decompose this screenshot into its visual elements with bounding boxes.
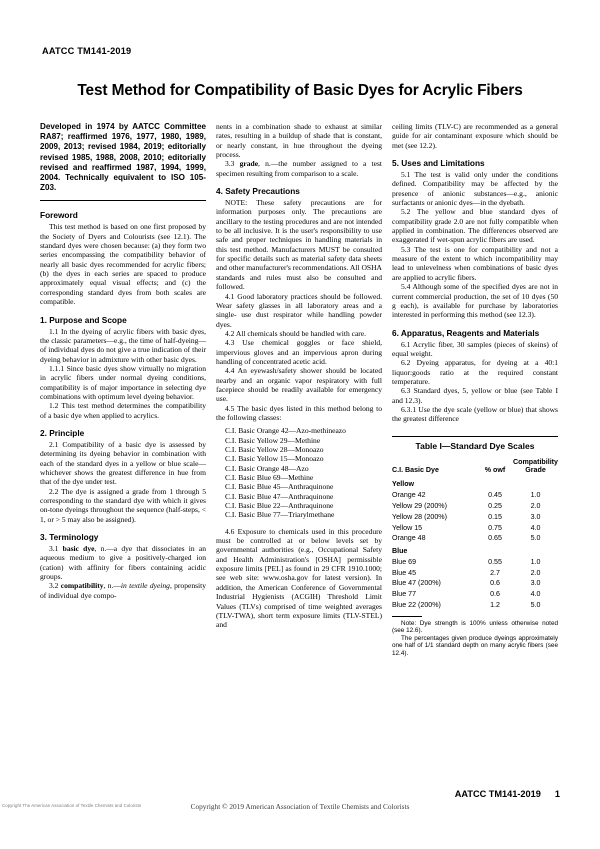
section-3-2-sep: , n.— xyxy=(103,581,121,591)
standard-dye-scales-table xyxy=(392,458,558,611)
cell-grade: 1.0 xyxy=(530,491,541,500)
term-compatibility-qualifier: in textile dyeing xyxy=(120,581,170,591)
section-4-1: 4.1 Good laboratory practices should be followed. Wear safety glasses in all laboratory areas and a single- use dust respirator while handling powder dyes. xyxy=(216,291,382,329)
group-label-blue: Blue xyxy=(392,547,408,556)
table-top-divider xyxy=(392,436,558,437)
section-1-1-1: 1.1.1 Since basic dyes show virtually no migration in acrylic fibers under normal dyeing conditions, compatibility is of major importance in selecting dye combinations with optimum level dyeing behavior. xyxy=(40,363,206,401)
cell-owf: 0.25 xyxy=(488,502,502,510)
section-5-3: 5.3 The test is one for compatibility and not a measure of the extent to which incompatibility may lead to unlevelness when combinations of basic dyes are applied to acrylic fibers. xyxy=(392,244,558,282)
table-row xyxy=(392,557,558,568)
cell-grade: 2.0 xyxy=(530,568,541,577)
development-history: Developed in 1974 by AATCC Committee RA87; reaffirmed 1976, 1977, 1980, 1989, 2009, 2013; revised 1984, 2019; editorially revised 1985, 1988, 2008, 2010; editorially revised and reaffirmed 1987, 1994, 1999, 2004. Technically equivalent to ISO 105-Z03. xyxy=(40,122,206,193)
column-header-dye: C.I. Basic Dye xyxy=(392,466,439,475)
dye-class-list xyxy=(216,426,382,519)
page-number: 1 xyxy=(554,789,560,799)
table-body xyxy=(392,477,558,610)
table-row xyxy=(392,533,558,544)
list-item: C.I. Basic Yellow 15—Monoazo xyxy=(225,454,324,464)
side-copyright-watermark: Copyright The American Association of Textile Chemists and Colorists xyxy=(2,803,142,808)
cell-owf: 0.65 xyxy=(488,534,502,543)
three-column-body xyxy=(40,122,560,658)
section-3-2-number: 3.2 xyxy=(49,581,61,591)
footer-doc-id-block xyxy=(455,789,560,799)
development-divider xyxy=(40,200,206,201)
section-4-note: NOTE: These safety precautions are for information purposes only. The precautions are ancillary to the testing procedures and are not intended to be all inclusive. It is the user's responsibility to use safe and proper techniques in handling materials in this test method. Manufacturers MUST be consulted for specific details such as material safety data sheets and other manufacturer's recommendations. All OSHA standards and rules must also be consulted and followed. xyxy=(216,198,382,292)
group-label-yellow: Yellow xyxy=(392,480,415,489)
section-3-1-definition: , n.—a dye that dissociates in an aqueous medium to give a positively-charged ion (cation) with affinity for fibers containing acidic groups. xyxy=(40,544,206,582)
section-3-1 xyxy=(40,544,206,581)
section-6-3: 6.3 Standard dyes, 5, yellow or blue (see Table I and 12.3). xyxy=(392,386,558,405)
cell-dye: Yellow 28 (200%) xyxy=(392,512,447,521)
cell-dye: Blue 22 (200%) xyxy=(392,600,441,609)
cell-dye: Blue 69 xyxy=(392,557,417,566)
section-4-6-continued: ceiling limits (TLV-C) are recommended as a general guide for air contaminant exposure which should be met (see 12.2). xyxy=(392,122,558,150)
document-id-header: AATCC TM141-2019 xyxy=(42,46,132,56)
list-item: C.I. Basic Blue 77—Triarylmethane xyxy=(225,510,335,520)
table-row xyxy=(392,589,558,600)
section-3-3-definition: , n.—the number assigned to a test specimen resulting from comparison to a scale. xyxy=(216,159,382,178)
section-5-1: 5.1 The test is valid only under the conditions defined. Compatibility may be affected by the presence of anionic substances—e.g., anionic surfactants or anionic dyes—in the dyebath. xyxy=(392,170,558,208)
table-row xyxy=(392,568,558,579)
cell-owf: 1.2 xyxy=(490,600,500,609)
cell-grade: 5.0 xyxy=(530,600,541,609)
section-4-3: 4.3 Use chemical goggles or face shield, impervious gloves and an impervious apron during handling of concentrated acetic acid. xyxy=(216,338,382,366)
section-4-6: 4.6 Exposure to chemicals used in this procedure must be controlled at or below levels set by governmental authorities (e.g., Occupational Safety and Health Administration's [OSHA] permissible exposure limits [PEL] as found in 29 CFR 1910.1000; see web site: www.osha.gov for latest version). In addition, the American Conference of Governmental Industrial Hygienists (ACGIH) Threshold Limit Values (TLVs) comprised of time weighted averages (TLV-TWA), short term exposure limits (TLV-STEL) and xyxy=(216,526,382,630)
copyright-notice: Copyright © 2019 American Association of Textile Chemists and Colorists xyxy=(190,802,410,811)
cell-owf: 0.75 xyxy=(488,523,502,532)
cell-dye: Blue 45 xyxy=(392,568,417,577)
section-6-2: 6.2 Dyeing apparatus, for dyeing at a 40:1 liquor:goods ratio at the required constant temperature. xyxy=(392,358,558,386)
table-note-2: The percentages given produce dyeings approximately one half of 1/1 standard depth on many acrylic fibers (see 12.4). xyxy=(392,634,558,657)
list-item: C.I. Basic Orange 42—Azo-methineazo xyxy=(225,426,346,436)
foreword-body: This test method is based on one first proposed by the Society of Dyers and Colourists (see 12.1). The standard dyes were chosen because: (a) they form two series encompassing the compatibility behavior of nearly all basic dyes recommended for acrylic fibers; (b) the dyes in each series are spaced to produce approximately equal visual effects; and (c) the corresponding standard dyes from both scales are compatible. xyxy=(40,222,206,307)
section-1-1: 1.1 In the dyeing of acrylic fibers with basic dyes, the classic parameters—e.g., the time of half-dyeing—of individual dyes do not give a true indication of their dyeing behavior in admixture with other basic dyes. xyxy=(40,326,206,364)
cell-dye: Yellow 15 xyxy=(392,523,423,532)
section-2-2: 2.2 The dye is assigned a grade from 1 through 5 corresponding to the standard dye with which it gives on-tone dyeings throughout the sequence (half-steps, < 1, or > 5 may also be assigned). xyxy=(40,486,206,524)
list-item: C.I. Basic Yellow 29—Methine xyxy=(225,435,321,445)
section-3-3-number: 3.3 xyxy=(225,159,240,169)
table-row xyxy=(392,600,558,611)
cell-dye: Blue 77 xyxy=(392,590,417,599)
cell-owf: 0.15 xyxy=(488,512,502,521)
cell-owf: 2.7 xyxy=(490,568,500,577)
cell-dye: Blue 47 (200%) xyxy=(392,579,441,588)
section-6-1: 6.1 Acrylic fiber, 30 samples (pieces of skeins) of equal weight. xyxy=(392,339,558,358)
cell-grade: 1.0 xyxy=(530,557,541,566)
column-header-grade xyxy=(513,458,558,478)
footer-doc-id: AATCC TM141-2019 xyxy=(454,789,541,799)
section-3-heading: 3. Terminology xyxy=(40,532,99,543)
list-item: C.I. Basic Blue 45—Anthraquinone xyxy=(225,482,334,492)
table-header xyxy=(392,458,558,478)
standard-dye-scales-table-block xyxy=(392,436,558,658)
section-2-heading: 2. Principle xyxy=(40,427,85,438)
table-row xyxy=(392,578,558,589)
section-3-2 xyxy=(40,581,206,600)
cell-owf: 0.6 xyxy=(490,590,500,599)
left-column xyxy=(40,122,206,658)
list-item: C.I. Basic Blue 47—Anthraquinone xyxy=(225,491,334,501)
term-basic-dye: basic dye xyxy=(62,544,95,554)
section-1-heading: 1. Purpose and Scope xyxy=(40,314,127,325)
table-caption: Table I—Standard Dye Scales xyxy=(415,440,535,451)
section-5-2: 5.2 The yellow and blue standard dyes of compatibility grade 2.0 are not fully compatible when applied in combination. The differences observed are exaggerated if wet-spun acrylic fibers are used. xyxy=(392,207,558,245)
list-item: C.I. Basic Orange 48—Azo xyxy=(225,463,309,473)
section-3-2-continued: nents in a combination shade to exhaust at similar rates, resulting in a buildup of shade that is constant, or nearly constant, in hue throughout the dyeing process. xyxy=(216,122,382,160)
cell-owf: 0.45 xyxy=(488,491,502,500)
section-5-heading: 5. Uses and Limitations xyxy=(392,158,485,169)
cell-dye: Yellow 29 (200%) xyxy=(392,502,447,510)
section-4-4: 4.4 An eyewash/safety shower should be located nearby and an organic vapor respiratory with full facepiece should be readily available for emergency use. xyxy=(216,366,382,404)
column-header-owf: % owf xyxy=(484,466,506,475)
column-header-grade-line1: Compatibility xyxy=(513,457,558,466)
section-3-3 xyxy=(216,159,382,178)
section-4-5: 4.5 The basic dyes listed in this method belong to the following classes: xyxy=(216,403,382,422)
section-6-heading: 6. Apparatus, Reagents and Materials xyxy=(392,327,540,338)
list-item: C.I. Basic Yellow 28—Monoazo xyxy=(225,445,324,454)
cell-grade: 3.0 xyxy=(530,579,541,588)
cell-grade: 5.0 xyxy=(530,534,541,543)
cell-owf: 0.55 xyxy=(488,557,502,566)
section-4-2: 4.2 All chemicals should be handled with care. xyxy=(225,328,367,338)
page-footer xyxy=(40,787,560,849)
table-group-row-yellow xyxy=(392,477,558,490)
right-column xyxy=(392,122,558,658)
table-row xyxy=(392,501,558,512)
cell-dye: Orange 42 xyxy=(392,491,426,500)
table-row xyxy=(392,490,558,501)
section-3-2-definition: , propensity of individual dye compo- xyxy=(40,581,207,600)
cell-owf: 0.6 xyxy=(490,579,500,588)
section-2-1: 2.1 Compatibility of a basic dye is assessed by determining its dyeing behavior in combination with each of the standard dyes in a yellow or blue scale—whichever shows the greatest difference in hue from that of the dye under test. xyxy=(40,439,206,487)
table-header-row xyxy=(392,458,558,478)
table-group-row-blue xyxy=(392,544,558,557)
section-4-heading: 4. Safety Precautions xyxy=(216,186,300,197)
term-grade: grade xyxy=(239,159,259,169)
list-item: C.I. Basic Blue 69—Methine xyxy=(225,473,314,483)
foreword-heading: Foreword xyxy=(40,210,78,221)
section-3-1-number: 3.1 xyxy=(49,544,63,554)
page-title: Test Method for Compatibility of Basic Dyes for Acrylic Fibers xyxy=(77,82,523,99)
column-header-grade-line2: Grade xyxy=(525,466,546,475)
middle-column xyxy=(216,122,382,658)
cell-dye: Orange 48 xyxy=(392,534,426,543)
table-row xyxy=(392,522,558,533)
section-1-2: 1.2 This test method determines the compatibility of a basic dye when applied to acrylics. xyxy=(40,401,206,420)
list-item: C.I. Basic Blue 22—Anthraquinone xyxy=(225,501,334,511)
cell-grade: 4.0 xyxy=(530,590,541,599)
term-compatibility: compatibility xyxy=(60,581,104,591)
section-5-4: 5.4 Although some of the specified dyes are not in current commercial production, the set of 10 dyes (50 g each), is available for purchase by laboratories interested in performing this method (see 12.3). xyxy=(392,282,558,320)
table-note-1: Note: Dye strength is 100% unless otherwise noted (see 12.6). xyxy=(392,619,558,635)
cell-grade: 3.0 xyxy=(530,512,541,521)
table-note-divider xyxy=(392,616,422,617)
table-row xyxy=(392,512,558,523)
section-6-3-1: 6.3.1 Use the dye scale (yellow or blue) that shows the greatest difference xyxy=(392,404,558,424)
cell-grade: 4.0 xyxy=(530,523,541,532)
cell-grade: 2.0 xyxy=(530,502,541,510)
